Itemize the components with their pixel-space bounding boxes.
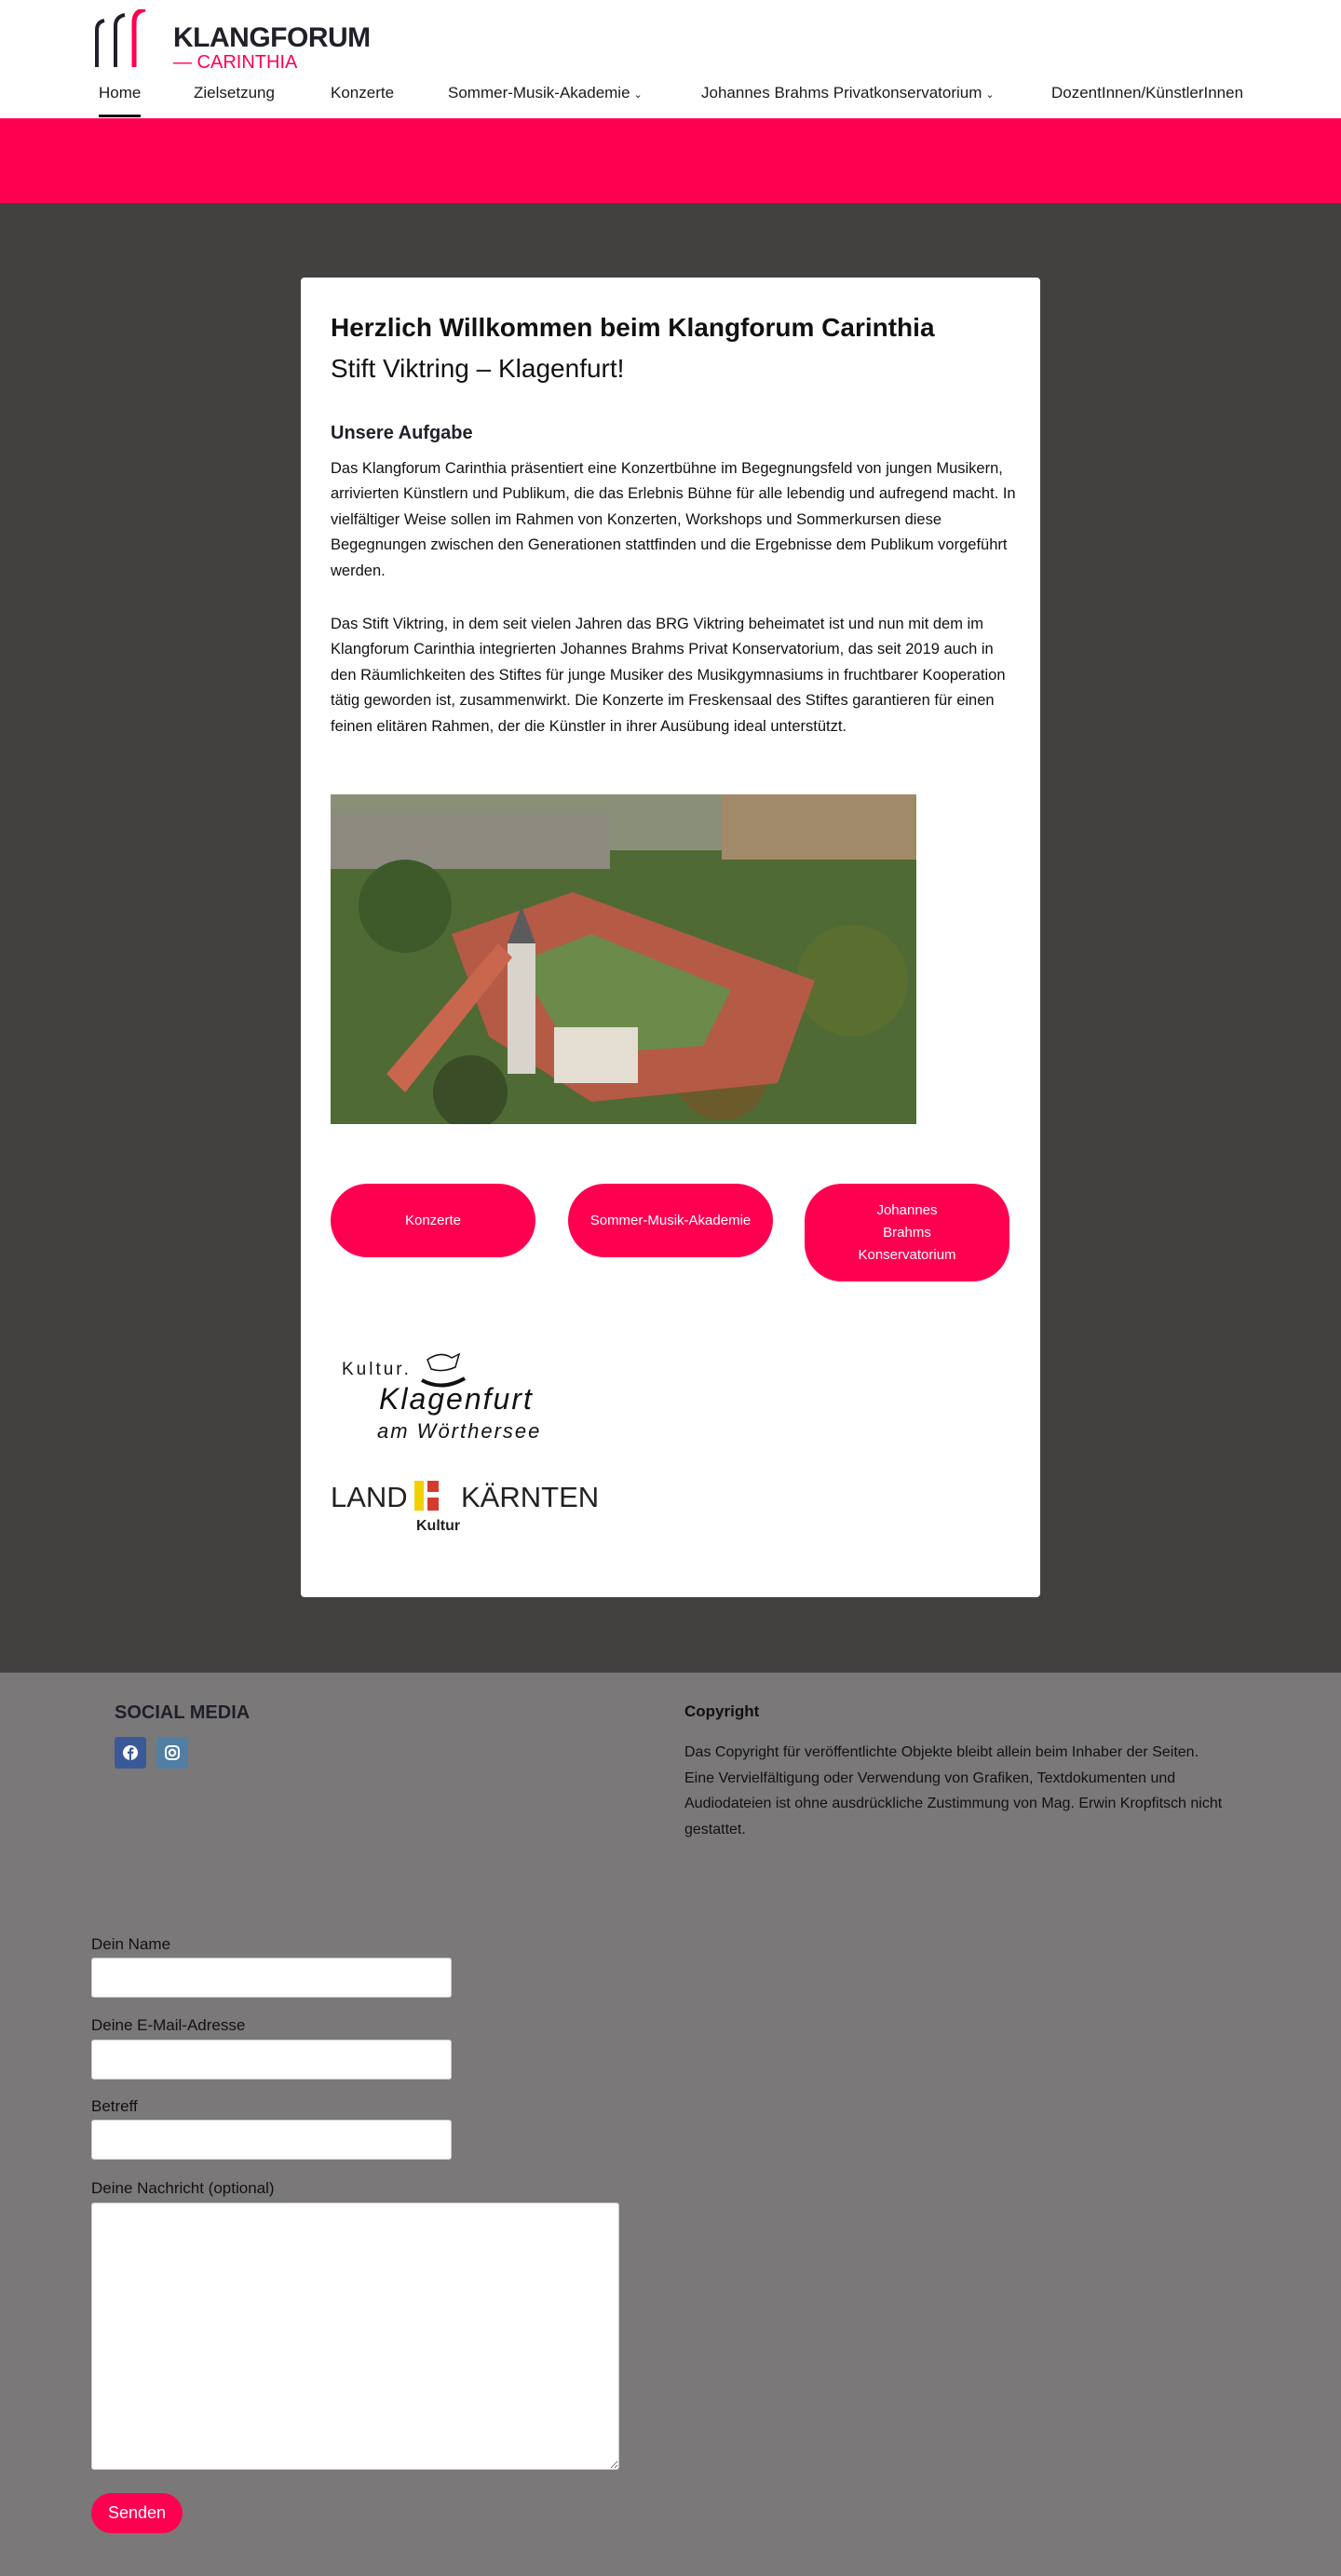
logo-sub-text: — CARINTHIA	[173, 52, 298, 73]
message-label: Deine Nachricht (optional)	[91, 2179, 275, 2197]
social-media-heading: SOCIAL MEDIA	[115, 1702, 251, 1723]
copyright-text: Das Copyright für veröffentlichte Objekte bleibt allein beim Inhaber der Seiten. Eine Vervielfältigung oder Verwendung von Grafiken, Textdokumenten und Audiodateien ist ohne ausdrückliche Zustimmung von Mag. Erwin Kropfitsch nicht gestattet.	[684, 1744, 1223, 1837]
nav-dozentinnen[interactable]: DozentInnen/KünstlerInnen	[1051, 84, 1244, 102]
hero-band	[0, 118, 1341, 203]
nav-home[interactable]: Home	[99, 84, 142, 102]
page-subtitle: Stift Viktring – Klagenfurt!	[331, 354, 625, 383]
kultur-klagenfurt-logo[interactable]	[331, 1349, 582, 1451]
logo-text: KÄRNTEN	[461, 1481, 600, 1513]
instagram-icon[interactable]	[156, 1737, 188, 1769]
subject-input[interactable]	[91, 2120, 452, 2160]
sommer-musik-akademie-button[interactable]: Sommer-Musik-Akademie	[568, 1184, 773, 1257]
message-textarea[interactable]	[91, 2203, 619, 2470]
brahms-konservatorium-button[interactable]: Johannes Brahms Konservatorium	[805, 1184, 1009, 1281]
flag-yellow	[414, 1481, 424, 1511]
konzerte-button[interactable]: Konzerte	[331, 1184, 535, 1257]
stift-paragraph: Das Stift Viktring, in dem seit vielen Jahren das BRG Viktring beheimatet ist und nun mit dem im Klangforum Carinthia integrierten Johannes Brahms Privat Konservatorium, das seit 2019 auch in den Räumlichkeiten des Stiftes für junge Musiker des Musikgymnasiums in fruchtbarer Kooperation tätig geworden ist, zusammenwirkt. Die Konzerte im Freskensaal des Stiftes garantieren für einen feinen elitären Rahmen, der die Künstler in ihrer Ausübung ideal unterstützt.	[331, 616, 1006, 735]
logo-text: Klagenfurt	[379, 1382, 534, 1416]
name-label: Dein Name	[91, 1935, 171, 1953]
send-button[interactable]: Senden	[91, 2493, 183, 2533]
copyright-heading: Copyright	[684, 1702, 760, 1720]
content-card	[301, 278, 1040, 1597]
nav-zielsetzung[interactable]: Zielsetzung	[194, 84, 275, 102]
logo-text: Kultur	[416, 1518, 461, 1534]
flag-red	[427, 1498, 439, 1511]
logo-text: am Wörthersee	[377, 1419, 542, 1443]
site-logo[interactable]	[91, 9, 371, 73]
site-header	[0, 0, 1341, 118]
nav-konzerte[interactable]: Konzerte	[331, 84, 395, 102]
logo-text: LAND	[331, 1481, 408, 1513]
subject-label: Betreff	[91, 2097, 138, 2115]
land-kaernten-logo[interactable]	[331, 1479, 600, 1544]
nav-sommer-musik-akademie[interactable]: Sommer-Musik-Akademie ⌄	[448, 84, 643, 102]
nav-brahms-konservatorium[interactable]: Johannes Brahms Privatkonservatorium ⌄	[701, 84, 995, 102]
stift-viktring-aerial-photo	[331, 794, 916, 1124]
logo-main-text: KLANGFORUM	[173, 22, 371, 53]
name-input[interactable]	[91, 1958, 452, 1998]
email-label: Deine E-Mail-Adresse	[91, 2016, 246, 2034]
chevron-down-icon: ⌄	[633, 89, 643, 101]
section-heading: Unsere Aufgabe	[331, 423, 473, 443]
main-nav	[0, 84, 1341, 118]
flag-red	[427, 1481, 439, 1492]
page-title: Herzlich Willkommen beim Klangforum Carinthia	[331, 313, 935, 342]
facebook-icon[interactable]	[115, 1737, 146, 1769]
chevron-down-icon: ⌄	[985, 89, 995, 101]
logo-arcs-icon	[91, 9, 166, 69]
intro-paragraph: Das Klangforum Carinthia präsentiert eine Konzertbühne im Begegnungsfeld von jungen Musikern, arrivierten Künstlern und Publikum, die das Erlebnis Bühne für alle lebendig und aufregend macht. In vielfältiger Weise sollen im Rahmen von Konzerten, Workshops und Sommerkursen diese Begegnungen zwischen den Generationen stattfinden und die Ergebnisse dem Publikum vorgeführt werden.	[331, 460, 1016, 579]
email-input[interactable]	[91, 2040, 452, 2080]
logo-text: Kultur.	[342, 1360, 412, 1379]
